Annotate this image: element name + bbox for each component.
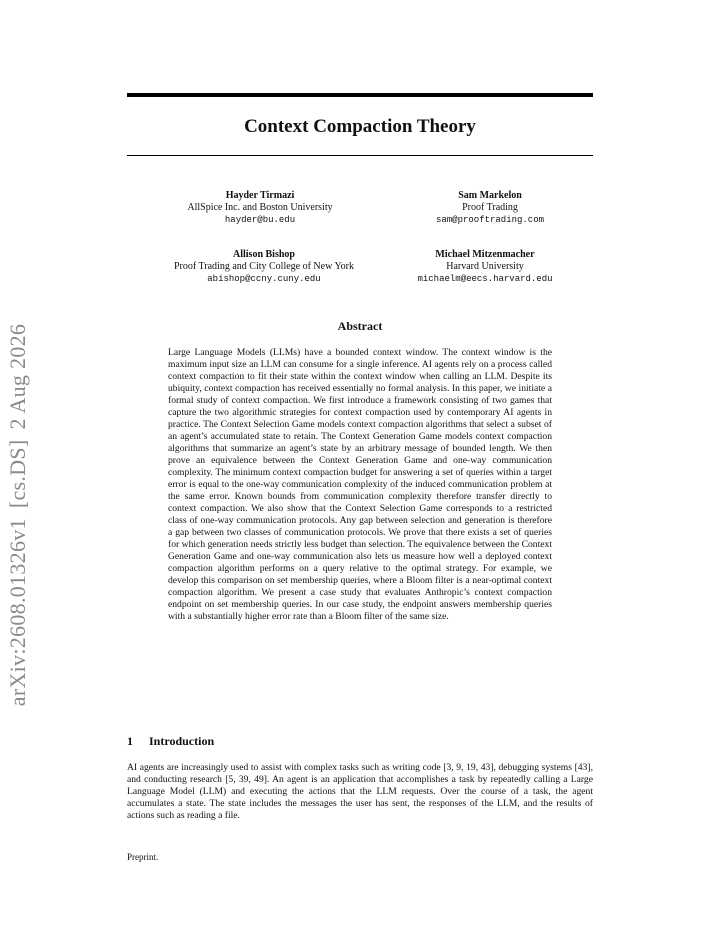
author-name: Sam Markelon — [458, 190, 522, 201]
author-affiliation: Proof Trading and City College of New York — [173, 261, 354, 272]
title-top-rule — [127, 93, 593, 97]
author-name: Hayder Tirmazi — [225, 190, 295, 201]
preprint-note: Preprint. — [127, 852, 159, 862]
abstract-heading: Abstract — [337, 319, 383, 333]
author-block — [385, 249, 585, 285]
author-email: hayder@bu.edu — [224, 215, 296, 225]
author-email: abishop@ccny.cuny.edu — [207, 274, 321, 284]
section-title: Introduction — [149, 734, 215, 748]
author-name: Allison Bishop — [233, 249, 295, 260]
arxiv-id: arXiv:2608.01326v1 — [5, 518, 30, 707]
author-affiliation: Proof Trading — [462, 202, 518, 213]
author-block — [385, 190, 595, 226]
paper-title: Context Compaction Theory — [244, 116, 476, 137]
arxiv-category: [cs.DS] — [5, 439, 30, 509]
section-number: 1 — [127, 734, 133, 748]
arxiv-date: 2 Aug 2026 — [5, 323, 30, 430]
author-email: sam@prooftrading.com — [435, 215, 545, 225]
introduction-text: AI agents are increasingly used to assist with complex tasks such as writing code [3, 9, 19, 43], debugging systems [43], and conducting research [5, 39, 49]. An agent is an application that accomplishes a task by repeatedly calling a Large Language Model (LLM) and executing the actions that the LLM requests. Over the course of a task, the agent accumulates a state. The state includes the messages the user has sent, the responses of the LLM, and the results of actions such as reading a file. — [127, 762, 593, 821]
author-name: Michael Mitzenmacher — [435, 249, 535, 260]
author-affiliation: Harvard University — [446, 261, 524, 272]
author-block — [127, 249, 401, 285]
arxiv-stamp — [0, 250, 36, 770]
section-heading-introduction — [127, 733, 593, 749]
title-bottom-rule — [127, 155, 593, 156]
abstract-text: Large Language Models (LLMs) have a bounded context window. The context window is the maximum input size an LLM can consume for a single inference. AI agents rely on a process called context compaction to fit their state within the context window when calling an LLM. Despite its ubiquity, context compaction has received essentially no formal analysis. In this paper, we initiate a formal study of context compaction. We first introduce a framework consisting of two games that capture the two algorithmic strategies for context compaction used by contemporary AI agents in practice. The Context Selection Game models context compaction algorithms that select a subset of an agent’s accumulated state to retain. The Context Generation Game models context compaction algorithms that summarize an agent’s state by an arbitrary message of bounded length. We then prove an equivalence between the Context Generation Game and one-way communication complexity. The minimum context compaction budget for answering a set of queries within a target error is equal to the one-way communication complexity of the induced communication problem at the same error. Known bounds from communication complexity therefore transfer directly to context compaction. We also show that the Context Selection Game corresponds to a restricted class of one-way communication protocols. Any gap between selection and generation is therefore a gap between two classes of communication protocols. We prove that there exists a set of queries for which generation needs strictly less budget than selection. The equivalence between the Context Generation Game and one-way communication also lets us measure how well a deployed context compaction algorithm performs on a query relative to the optimal strategy. For example, we develop this comparison on set membership queries, where a Bloom filter is a near-optimal context compaction algorithm. We present a case study that evaluates Anthropic’s context compaction endpoint on set membership queries. In our case study, the endpoint answers membership queries with a substantially higher error rate than a Bloom filter of the same size. — [168, 347, 552, 622]
author-affiliation: AllSpice Inc. and Boston University — [187, 202, 333, 213]
author-block — [127, 190, 393, 226]
author-email: michaelm@eecs.harvard.edu — [417, 274, 553, 284]
